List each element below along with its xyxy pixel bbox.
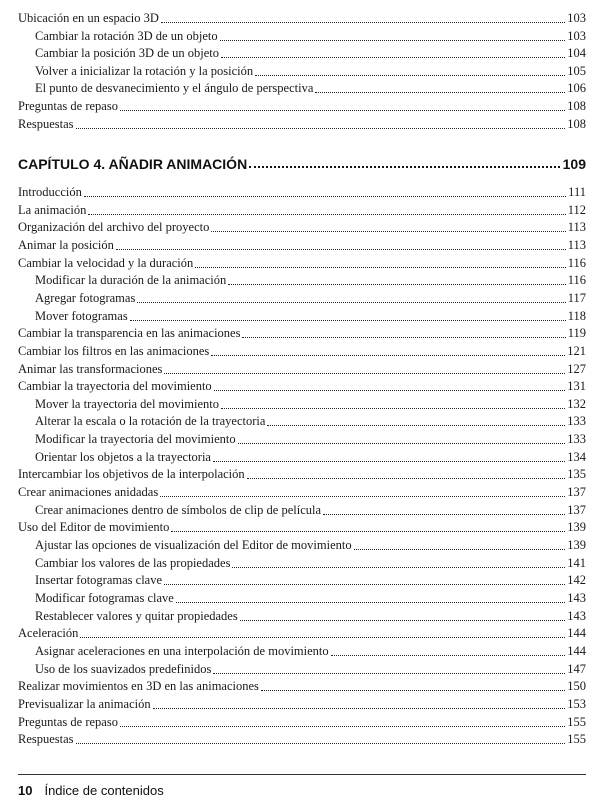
- toc-entry-page: 116: [567, 255, 586, 270]
- toc-entry-page: 118: [567, 308, 586, 323]
- toc-leader-dots: [238, 442, 566, 444]
- toc-entry-title: Animar la posición: [18, 237, 114, 252]
- toc-leader-dots: [211, 354, 565, 356]
- toc-entry-page: 117: [567, 290, 586, 305]
- toc-leader-dots: [76, 742, 566, 744]
- toc-leader-dots: [160, 495, 565, 497]
- toc-entry-page: 113: [567, 237, 586, 252]
- toc-entry-page: 150: [567, 679, 586, 694]
- toc-leader-dots: [164, 372, 565, 374]
- toc-leader-dots: [116, 248, 566, 250]
- toc-entry-title: Uso del Editor de movimiento: [18, 520, 170, 535]
- toc-leader-dots: [171, 530, 565, 532]
- toc-entry: [18, 536, 586, 553]
- toc-entry-page: 139: [567, 538, 586, 552]
- toc-entry-title: Cambiar los valores de las propiedades: [35, 555, 231, 570]
- toc-entry-page: 144: [567, 643, 586, 658]
- toc-entry-page: 111: [568, 185, 586, 199]
- toc-entry-title: Cambiar la transparencia en las animaciones: [18, 326, 241, 341]
- toc-entry-title: Ajustar las opciones de visualización del Editor de movimiento: [35, 538, 352, 552]
- toc-leader-dots: [255, 74, 565, 76]
- toc-entry-page: 116: [567, 273, 586, 288]
- toc-leader-dots: [247, 477, 566, 479]
- toc-leader-dots: [242, 336, 565, 338]
- toc-entry-page: 135: [567, 467, 586, 482]
- toc-entry-page: 127: [567, 361, 586, 376]
- toc-entry-page: 143: [567, 608, 586, 623]
- toc-entry: [18, 271, 586, 288]
- footer-rule: [18, 774, 586, 775]
- page-footer: [18, 781, 164, 799]
- toc-entry: [18, 236, 586, 253]
- toc-leader-dots: [323, 513, 565, 515]
- toc-entry-title: Aceleración: [18, 626, 79, 641]
- toc-entry-title: Modificar fotogramas clave: [35, 590, 174, 605]
- toc-entry-title: Modificar la duración de la animación: [35, 273, 227, 288]
- toc-leader-dots: [88, 213, 565, 215]
- toc-leader-dots: [137, 301, 565, 303]
- toc-leader-dots: [120, 109, 565, 111]
- toc-entry: [18, 377, 586, 394]
- toc-entry: [18, 97, 586, 114]
- toc-entry-page: 137: [567, 485, 586, 500]
- toc-entry-page: 121: [567, 343, 586, 358]
- toc-entry-title: Restablecer valores y quitar propiedades: [35, 608, 238, 623]
- toc-entry: [18, 183, 586, 200]
- toc-entry-title: Respuestas: [18, 116, 74, 131]
- toc-entry: [18, 695, 586, 712]
- toc-entry-title: Preguntas de repaso: [18, 99, 118, 113]
- toc-leader-dots: [261, 689, 565, 691]
- toc-leader-dots: [130, 319, 566, 321]
- toc-entry: [18, 571, 586, 588]
- toc-entry: [18, 483, 586, 500]
- toc-entry-title: Organización del archivo del proyecto: [18, 220, 210, 235]
- toc-entry-page: 103: [567, 11, 586, 25]
- toc-entry: [18, 254, 586, 271]
- toc-entry: [18, 62, 586, 79]
- toc-entry: [18, 360, 586, 377]
- toc-entry-title: Asignar aceleraciones en una interpolación de movimiento: [35, 643, 329, 658]
- toc-leader-dots: [232, 566, 565, 568]
- toc-leader-dots: [220, 39, 566, 41]
- toc-entry: [18, 642, 586, 659]
- toc-entry-page: 143: [567, 590, 586, 605]
- toc-entry-page: 144: [567, 626, 586, 641]
- toc-entry-page: 132: [567, 396, 586, 411]
- toc-entry-page: 147: [567, 661, 586, 676]
- toc-entry-title: Ubicación en un espacio 3D: [18, 11, 159, 25]
- toc-entry: [18, 589, 586, 606]
- toc-entry-title: Cambiar la rotación 3D de un objeto: [35, 28, 218, 43]
- toc-entry: [18, 307, 586, 324]
- chapter-leader-dots: [249, 165, 559, 168]
- toc-entry: [18, 218, 586, 235]
- toc-entry: [18, 430, 586, 447]
- toc-entry-title: Alterar la escala o la rotación de la trayectoria: [35, 414, 266, 429]
- toc-entry-title: Crear animaciones dentro de símbolos de clip de película: [35, 502, 322, 517]
- toc-leader-dots: [211, 230, 565, 232]
- toc-entry-page: 119: [567, 326, 586, 341]
- toc-entry-title: El punto de desvanecimiento y el ángulo de perspectiva: [35, 81, 314, 96]
- toc-entry-title: Cambiar la velocidad y la duración: [18, 255, 194, 270]
- toc-entry: [18, 201, 586, 218]
- toc-leader-dots: [176, 601, 565, 603]
- toc-entry: [18, 448, 586, 465]
- toc-entry: [18, 27, 586, 44]
- toc-entry-page: 153: [567, 696, 586, 711]
- toc-leader-dots: [195, 266, 565, 268]
- chapter-page: 109: [562, 156, 586, 172]
- toc-leader-dots: [213, 672, 565, 674]
- toc-leader-dots: [80, 636, 565, 638]
- toc-entry-page: 155: [567, 732, 586, 747]
- toc-leader-dots: [331, 654, 566, 656]
- chapter-title: CAPÍTULO 4. AÑADIR ANIMACIÓN: [18, 156, 248, 172]
- toc-entry-title: La animación: [18, 202, 87, 217]
- toc-entry-title: Animar las transformaciones: [18, 361, 163, 376]
- toc-entry: [18, 713, 586, 730]
- toc-leader-dots: [161, 21, 565, 23]
- toc-entry-title: Cambiar la trayectoria del movimiento: [18, 379, 212, 394]
- toc-entry-title: Respuestas: [18, 732, 74, 747]
- toc-entry-title: Crear animaciones anidadas: [18, 485, 159, 500]
- toc-entry-title: Previsualizar la animación: [18, 696, 151, 711]
- toc-entry: [18, 324, 586, 341]
- toc-entry: [18, 518, 586, 535]
- chapter-heading: [18, 152, 586, 172]
- toc-entry: [18, 79, 586, 96]
- toc-leader-dots: [315, 91, 565, 93]
- toc-leader-dots: [221, 56, 565, 58]
- toc-entry-title: Mover fotogramas: [35, 308, 128, 323]
- toc-entry-title: Uso de los suavizados predefinidos: [35, 661, 212, 676]
- toc-entry-title: Agregar fotogramas: [35, 290, 136, 305]
- toc-entry: [18, 660, 586, 677]
- toc-entry: [18, 607, 586, 624]
- toc-entry-title: Insertar fotogramas clave: [35, 573, 163, 588]
- toc-leader-dots: [240, 619, 566, 621]
- toc-entry-title: Preguntas de repaso: [18, 714, 118, 729]
- toc-entry-page: 133: [567, 432, 586, 447]
- toc-entry-title: Orientar los objetos a la trayectoria: [35, 449, 211, 464]
- toc-entry: [18, 115, 586, 132]
- toc-leader-dots: [228, 283, 565, 285]
- toc-entry-page: 113: [567, 220, 586, 235]
- toc-leader-dots: [153, 707, 566, 709]
- toc-entry-title: Mover la trayectoria del movimiento: [35, 396, 219, 411]
- toc-entry: [18, 395, 586, 412]
- toc-entry-page: 134: [567, 449, 586, 464]
- toc-entry: [18, 501, 586, 518]
- toc-entry-page: 141: [567, 555, 586, 570]
- toc-entry-title: Volver a inicializar la rotación y la posición: [35, 63, 254, 78]
- toc-entry: [18, 554, 586, 571]
- toc-leader-dots: [164, 583, 565, 585]
- toc-entry-page: 142: [567, 573, 586, 588]
- toc-entry-page: 104: [567, 46, 586, 61]
- toc-entry: [18, 9, 586, 26]
- toc-entry-page: 131: [567, 379, 586, 394]
- toc-entry: [18, 624, 586, 641]
- toc-entry-title: Cambiar los filtros en las animaciones: [18, 343, 210, 358]
- toc-entry-page: 106: [567, 81, 586, 96]
- toc-entry: [18, 465, 586, 482]
- toc-entry: [18, 342, 586, 359]
- toc-entry-title: Cambiar la posición 3D de un objeto: [35, 46, 219, 61]
- toc-entry: [18, 677, 586, 694]
- toc-entry-title: Intercambiar los objetivos de la interpolación: [18, 467, 245, 482]
- toc-entry-page: 108: [567, 99, 586, 113]
- toc-entry-page: 108: [567, 116, 586, 131]
- toc-leader-dots: [354, 548, 566, 550]
- toc-leader-dots: [84, 195, 566, 197]
- toc-entry: [18, 289, 586, 306]
- toc-leader-dots: [221, 407, 565, 409]
- toc-entry: [18, 730, 586, 747]
- toc-entry-title: Introducción: [18, 185, 82, 199]
- toc-leader-dots: [120, 725, 565, 727]
- toc-entry-page: 103: [567, 28, 586, 43]
- toc-leader-dots: [213, 460, 565, 462]
- toc-entry-page: 139: [567, 520, 586, 535]
- toc-entry-title: Realizar movimientos en 3D en las animaciones: [18, 679, 259, 694]
- toc-entry: [18, 412, 586, 429]
- toc-entry-page: 137: [567, 502, 586, 517]
- toc-entry-page: 105: [567, 63, 586, 78]
- footer-section-title: Índice de contenidos: [44, 782, 164, 798]
- toc-leader-dots: [76, 127, 566, 129]
- toc-entry-page: 133: [567, 414, 586, 429]
- toc-entry-page: 155: [567, 714, 586, 729]
- toc-leader-dots: [267, 424, 565, 426]
- toc-entry-title: Modificar la trayectoria del movimiento: [35, 432, 236, 447]
- footer-page-number: 10: [18, 782, 33, 798]
- toc-entry-page: 112: [567, 202, 586, 217]
- toc-leader-dots: [214, 389, 566, 391]
- toc-entry: [18, 44, 586, 61]
